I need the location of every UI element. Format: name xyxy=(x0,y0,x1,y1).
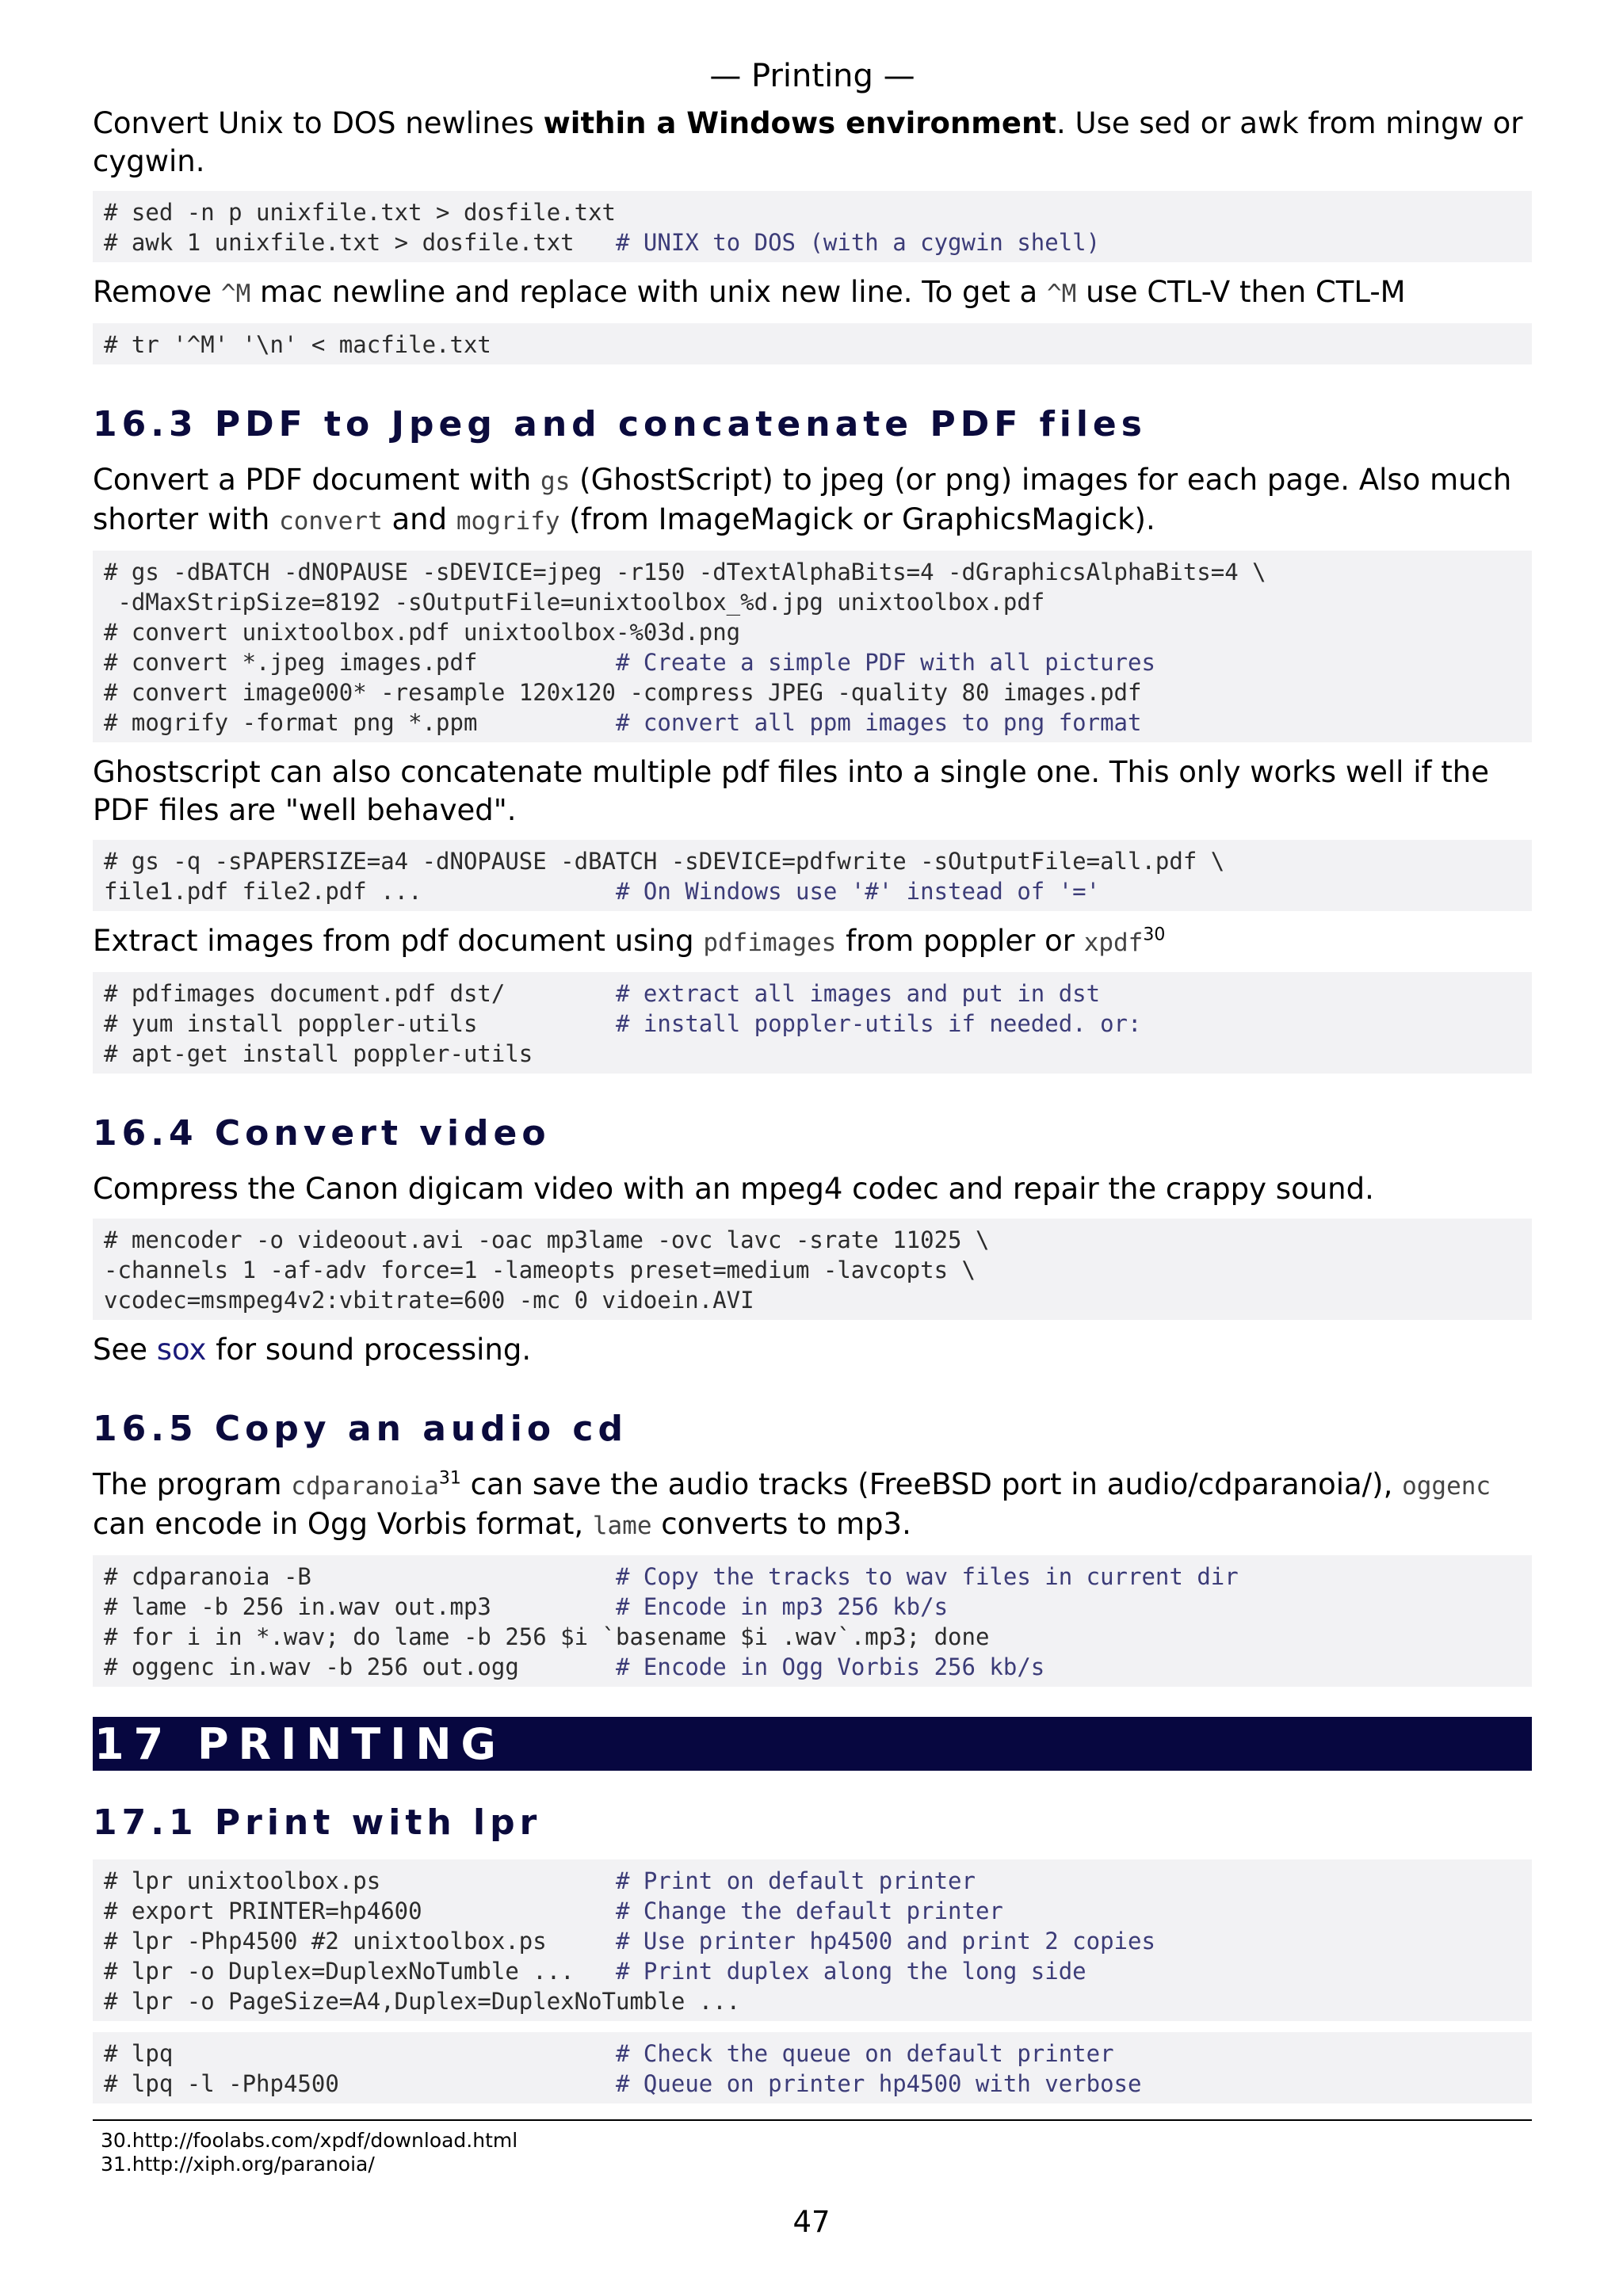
code-line xyxy=(104,647,1521,677)
code-command: # awk 1 unixfile.txt > dosfile.txt xyxy=(104,229,617,256)
code-line xyxy=(104,1926,1521,1956)
paragraph-audio-cd: The program cdparanoia$^{31}$ can save the audio tracks (FreeBSD port in audio/cdparanoia/), oggenc can encode in Ogg Vorbis format, lame converts to mp3. xyxy=(93,1467,1491,1541)
code-comment: # Print on default printer xyxy=(616,1867,976,1894)
code-line xyxy=(104,1866,1521,1896)
code-command: # lpq xyxy=(104,2040,617,2067)
code-line xyxy=(104,227,1521,257)
paragraph-compress-video: Compress the Canon digicam video with an mpeg4 codec and repair the crappy sound. xyxy=(93,1172,1374,1206)
code-block xyxy=(93,191,1532,262)
code-command: # lpr -o PageSize=A4,Duplex=DuplexNoTumble ... xyxy=(104,1988,741,2015)
document-page xyxy=(93,49,1532,2176)
code-line xyxy=(104,1285,1521,1315)
code-block xyxy=(93,2032,1532,2103)
code-line xyxy=(104,2069,1521,2099)
page-number: 47 xyxy=(792,2205,831,2239)
code-command: # mencoder -o videoout.avi -oac mp3lame -ovc lavc -srate 11025 \ xyxy=(104,1226,990,1253)
code-comment: # On Windows use '#' instead of '=' xyxy=(616,878,1101,905)
code-block xyxy=(93,323,1532,364)
code-comment: # Print duplex along the long side xyxy=(616,1958,1086,1985)
code-command: # cdparanoia -B xyxy=(104,1563,617,1590)
code-comment: # install poppler-utils if needed. or: xyxy=(616,1010,1142,1037)
footnote-31[interactable]: 31.http://xiph.org/paranoia/ xyxy=(101,2153,375,2176)
code-comment: # Queue on printer hp4500 with verbose xyxy=(616,2070,1142,2097)
code-comment: # Encode in mp3 256 kb/s xyxy=(616,1593,949,1620)
code-block xyxy=(93,1555,1532,1687)
footnote-30[interactable]: 30.http://foolabs.com/xpdf/download.html xyxy=(101,2129,518,2152)
code-comment: # extract all images and put in dst xyxy=(616,980,1101,1007)
code-block xyxy=(93,1219,1532,1320)
paragraph-ghostscript-concatenate: Ghostscript can also concatenate multiple pdf files into a single one. This only works well if the PDF files are "well behaved". xyxy=(93,755,1489,827)
code-command: # oggenc in.wav -b 256 out.ogg xyxy=(104,1653,617,1680)
code-line xyxy=(104,1009,1521,1039)
code-command: # mogrify -format png *.ppm xyxy=(104,709,617,736)
section-heading-17-1: 17.1 Print with lpr xyxy=(93,1802,542,1843)
code-command: # convert image000* -resample 120x120 -compress JPEG -quality 80 images.pdf xyxy=(104,679,1142,706)
code-comment: # Copy the tracks to wav files in current dir xyxy=(616,1563,1239,1590)
chapter-heading-17: 17 PRINTING xyxy=(93,1717,1532,1771)
running-head: — Printing — xyxy=(709,58,915,94)
footnotes xyxy=(93,2121,1532,2176)
code-comment: # Use printer hp4500 and print 2 copies xyxy=(616,1928,1155,1955)
code-command: # lame -b 256 in.wav out.mp3 xyxy=(104,1593,617,1620)
code-line xyxy=(104,1039,1521,1069)
code-comment: # Check the queue on default printer xyxy=(616,2040,1114,2067)
code-command: file1.pdf file2.pdf ... xyxy=(104,878,617,905)
code-line xyxy=(104,707,1521,738)
code-command: -channels 1 -af-adv force=1 -lameopts preset=medium -lavcopts \ xyxy=(104,1257,976,1283)
sox-link[interactable]: sox xyxy=(156,1333,207,1367)
code-line xyxy=(104,1986,1521,2016)
code-line xyxy=(104,876,1521,906)
code-command: # yum install poppler-utils xyxy=(104,1010,617,1037)
code-command: # convert *.jpeg images.pdf xyxy=(104,649,617,676)
code-line xyxy=(104,1562,1521,1592)
paragraph-see-sox: See sox for sound processing. xyxy=(93,1333,532,1367)
code-block xyxy=(93,972,1532,1074)
code-line xyxy=(104,330,1521,360)
paragraph-extract-images: Extract images from pdf document using pdfimages from poppler or xpdf$^{30}$ xyxy=(93,924,1166,958)
code-command: # sed -n p unixfile.txt > dosfile.txt xyxy=(104,199,617,226)
code-block xyxy=(93,551,1532,742)
code-line xyxy=(104,1622,1521,1652)
code-line xyxy=(104,1225,1521,1255)
code-comment: # convert all ppm images to png format xyxy=(616,709,1142,736)
section-heading-16-5: 16.5 Copy an audio cd xyxy=(93,1409,628,1449)
code-command: # gs -q -sPAPERSIZE=a4 -dNOPAUSE -dBATCH -sDEVICE=pdfwrite -sOutputFile=all.pdf \ xyxy=(104,848,1225,875)
code-command: # export PRINTER=hp4600 xyxy=(104,1897,617,1924)
code-comment: # Create a simple PDF with all pictures xyxy=(616,649,1155,676)
code-comment: # Encode in Ogg Vorbis 256 kb/s xyxy=(616,1653,1045,1680)
code-line xyxy=(104,1592,1521,1622)
code-line xyxy=(104,1255,1521,1285)
footnote-ref-30[interactable]: 30 xyxy=(1143,925,1166,945)
code-command: # lpq -l -Php4500 xyxy=(104,2070,617,2097)
code-command: # lpr -o Duplex=DuplexNoTumble ... xyxy=(104,1958,617,1985)
code-comment: # UNIX to DOS (with a cygwin shell) xyxy=(616,229,1101,256)
paragraph-remove-mac-newline: Remove ^M mac newline and replace with unix new line. To get a ^M use CTL-V then CTL-M xyxy=(93,275,1406,309)
code-command: # apt-get install poppler-utils xyxy=(104,1040,533,1067)
code-line xyxy=(104,197,1521,227)
code-line xyxy=(104,1896,1521,1926)
code-line xyxy=(104,2039,1521,2069)
code-command: # lpr unixtoolbox.ps xyxy=(104,1867,617,1894)
code-line xyxy=(104,1956,1521,1986)
code-line xyxy=(104,587,1521,617)
code-command: -dMaxStripSize=8192 -sOutputFile=unixtoolbox_%d.jpg unixtoolbox.pdf xyxy=(104,589,1045,616)
code-line xyxy=(104,1652,1521,1682)
paragraph-pdf-to-jpeg: Convert a PDF document with gs (GhostScript) to jpeg (or png) images for each page. Also much shorter with convert and mogrify (from ImageMagick or GraphicsMagick). xyxy=(93,463,1512,536)
section-heading-16-3: 16.3 PDF to Jpeg and concatenate PDF files xyxy=(93,404,1147,444)
code-line xyxy=(104,617,1521,647)
footnote-ref-31[interactable]: 31 xyxy=(438,1468,461,1489)
code-line xyxy=(104,677,1521,707)
code-command: # lpr -Php4500 #2 unixtoolbox.ps xyxy=(104,1928,617,1955)
code-command: # pdfimages document.pdf dst/ xyxy=(104,980,617,1007)
paragraph-unix-to-dos: Convert Unix to DOS newlines within a Windows environment. Use sed or awk from mingw or cygwin. xyxy=(93,106,1523,178)
code-block xyxy=(93,840,1532,911)
code-comment: # Change the default printer xyxy=(616,1897,1003,1924)
code-line xyxy=(104,978,1521,1009)
code-command: # convert unixtoolbox.pdf unixtoolbox-%03d.png xyxy=(104,619,741,646)
code-command: vcodec=msmpeg4v2:vbitrate=600 -mc 0 vidoein.AVI xyxy=(104,1287,754,1314)
code-command: # gs -dBATCH -dNOPAUSE -sDEVICE=jpeg -r150 -dTextAlphaBits=4 -dGraphicsAlphaBits=4 \ xyxy=(104,559,1266,585)
code-line xyxy=(104,846,1521,876)
code-command: # for i in *.wav; do lame -b 256 $i `basename $i .wav`.mp3; done xyxy=(104,1623,990,1650)
code-block xyxy=(93,1859,1532,2021)
code-command: # tr '^M' '\n' < macfile.txt xyxy=(104,331,491,358)
section-heading-16-4: 16.4 Convert video xyxy=(93,1113,551,1154)
code-line xyxy=(104,557,1521,587)
